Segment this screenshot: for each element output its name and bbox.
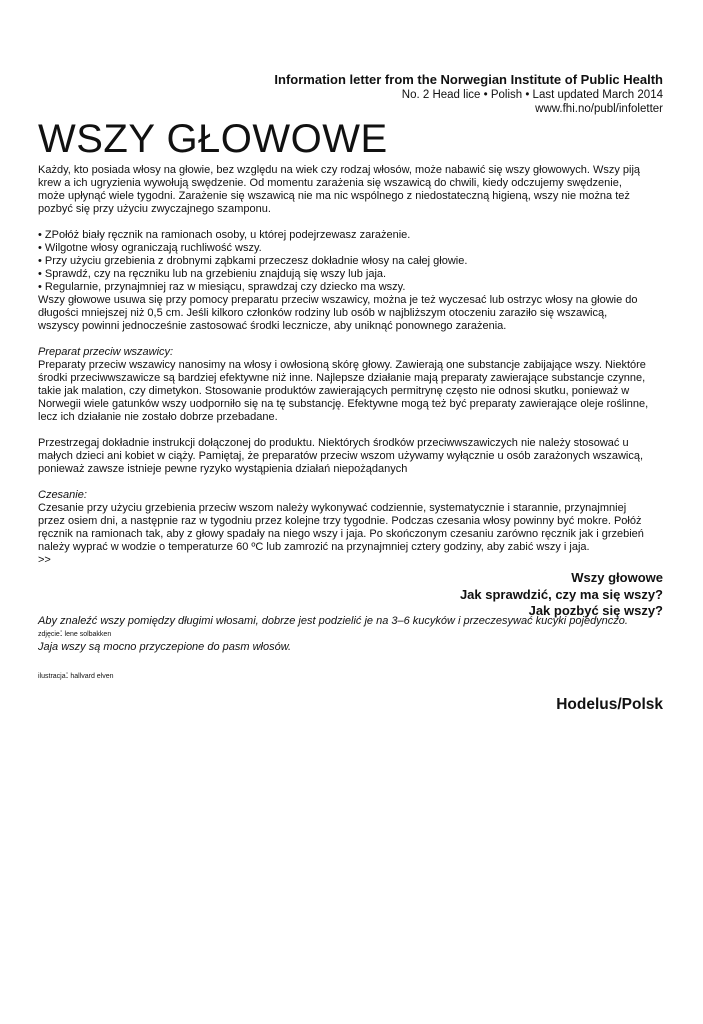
- heading-jak-sprawdzic: Jak sprawdzić, czy ma się wszy?: [459, 586, 663, 602]
- credit-colon: :: [65, 670, 69, 681]
- section-heading-preparat: Preparat przeciw wszawicy:: [38, 346, 174, 358]
- spacer: [38, 216, 664, 229]
- document-header: [274, 72, 663, 116]
- text-line: długości mniejszej niż 0,5 cm. Jeśli kilkoro członków rodziny lub osób w najbliższym otoczeniu zaraziło się wszawicą,: [38, 307, 608, 319]
- instructions-paragraph: [38, 437, 664, 476]
- treatment-paragraph: [38, 294, 664, 333]
- czesanie-paragraph: [38, 502, 664, 567]
- text-line: pozbyć się przy użyciu zwyczajnego szamponu.: [38, 203, 271, 215]
- spacer: [38, 476, 664, 489]
- text-line: takie jak malation, czy dimetykon. Stosowanie produktów zawierających permitrynę często nie odnosi skutku, ponieważ w: [38, 385, 630, 397]
- credit-colon: :: [59, 628, 63, 639]
- section-heading-czesanie: Czesanie:: [38, 489, 87, 501]
- text-line: Czesanie przy użyciu grzebienia przeciw wszom należy wykonywać codziennie, systematycznie i starannie, przynajmniej: [38, 502, 627, 514]
- page-title: WSZY GŁOWOWE: [38, 117, 388, 161]
- heading-wszy-glowowe: Wszy głowowe: [571, 570, 663, 585]
- photo-caption: Aby znaleźć wszy pomiędzy długimi włosami, dobrze jest podzielić je na 3–6 kucyków i przeczesywać kucyki pojedynczo.: [38, 615, 628, 627]
- text-line: lecz ich działanie nie zostało dobrze przebadane.: [38, 411, 278, 423]
- spacer: [38, 333, 664, 346]
- institute-name: Information letter from the Norwegian Institute of Public Health: [274, 72, 663, 87]
- text-line: Każdy, kto posiada włosy na głowie, bez względu na wiek czy rodzaj włosów, może nabawić się wszy głowowych. Wszy piją: [38, 164, 641, 176]
- document-meta: No. 2 Head lice • Polish • Last updated March 2014: [401, 89, 663, 101]
- text-line: krew a ich ugryzienia wywołują swędzenie. Od momentu zarażenia się wszawicą do chwili, kiedy odczujemy swędzenie,: [38, 177, 622, 189]
- document-url: www.fhi.no/publ/infoletter: [535, 103, 663, 115]
- intro-paragraph: [38, 164, 664, 216]
- text-line: Wszy głowowe usuwa się przy pomocy preparatu przeciw wszawicy, można je też wyczesać lub ostrzyc włosy na głowie do: [38, 294, 638, 306]
- list-item: • Sprawdź, czy na ręczniku lub na grzebieniu znajdują się wszy lub jaja.: [38, 268, 387, 280]
- bullet-list: [38, 229, 664, 294]
- illustration-caption: Jaja wszy są mocno przyczepione do pasm włosów.: [38, 641, 292, 653]
- photo-credit: [38, 629, 111, 640]
- document-body: [38, 164, 664, 567]
- text-line: ręcznik na ramionach tak, aby z głowy spadały na niego wszy i jaja. Po skończonym czesaniu zarówno ręcznik jak i grzebień: [38, 528, 644, 540]
- document-brand: Hodelus/Polsk: [556, 696, 663, 713]
- text-line: środki przeciwwszawicze są bardziej efektywne niż inne. Najlepsze działanie mają preparaty zawierające substancje czynne,: [38, 372, 646, 384]
- text-line: Przestrzegaj dokładnie instrukcji dołączonej do produktu. Niektórych środków przeciwwszawiczych nie należy stosować u: [38, 437, 629, 449]
- list-item: • Przy użyciu grzebienia z drobnymi ząbkami przeczesz dokładnie włosy na całej głowie.: [38, 255, 468, 267]
- list-item: • Regularnie, przynajmniej raz w miesiącu, sprawdzaj czy dziecko ma wszy.: [38, 281, 406, 293]
- text-line: może upłynąć wiele tygodni. Zarażenie się wszawicą nie ma nic wspólnego z niedostateczną higieną, wszy nie można też: [38, 190, 630, 202]
- text-line: ponieważ zawsze istnieje pewne ryzyko wystąpienia działań niepożądanych: [38, 463, 408, 475]
- spacer: [38, 424, 664, 437]
- list-item: • ZPołóż biały ręcznik na ramionach osoby, u której podejrzewasz zarażenie.: [38, 229, 411, 241]
- text-line: małych dzieci ani kobiet w ciąży. Pamiętaj, że preparatów przeciw wszom używamy wyłącznie u osób zarażonych wszawicą,: [38, 450, 644, 462]
- continue-marker: >>: [38, 554, 51, 566]
- credit-label: zdjęcie: [38, 631, 60, 638]
- text-line: Preparaty przeciw wszawicy nanosimy na włosy i owłosioną skórę głowy. Zawierają one substancje zabijające wszy. Niektóre: [38, 359, 646, 371]
- heading-jak-pozbyc: Jak pozbyć się wszy?: [528, 603, 663, 618]
- text-line: Norwegii wiele gatunków wszy uodporniło się na tę substancję. Efektywne mogą też być preparaty zawierające oleje roślinne,: [38, 398, 649, 410]
- text-line: wszyscy powinni jednocześnie zastosować środki lecznicze, aby uniknąć ponownego zarażenia.: [38, 320, 507, 332]
- text-line: przez osiem dni, a następnie raz w tygodniu przez kolejne trzy tygodnie. Podczas czesania włosy powinny być mokre. Połóż: [38, 515, 642, 527]
- summary-headings: [460, 570, 663, 620]
- list-item: • Wilgotne włosy ograniczają ruchliwość wszy.: [38, 242, 262, 254]
- preparat-paragraph: [38, 359, 664, 424]
- text-line: należy wyprać w wodzie o temperaturze 60 ºC lub zamrozić na przynajmniej cztery godziny, aby zabić wszy i jaja.: [38, 541, 590, 553]
- credit-name: hallvard elven: [68, 673, 114, 680]
- illustration-credit: [38, 671, 114, 682]
- credit-name: lene solbakken: [62, 631, 112, 638]
- credit-label: ilustracja: [38, 673, 66, 680]
